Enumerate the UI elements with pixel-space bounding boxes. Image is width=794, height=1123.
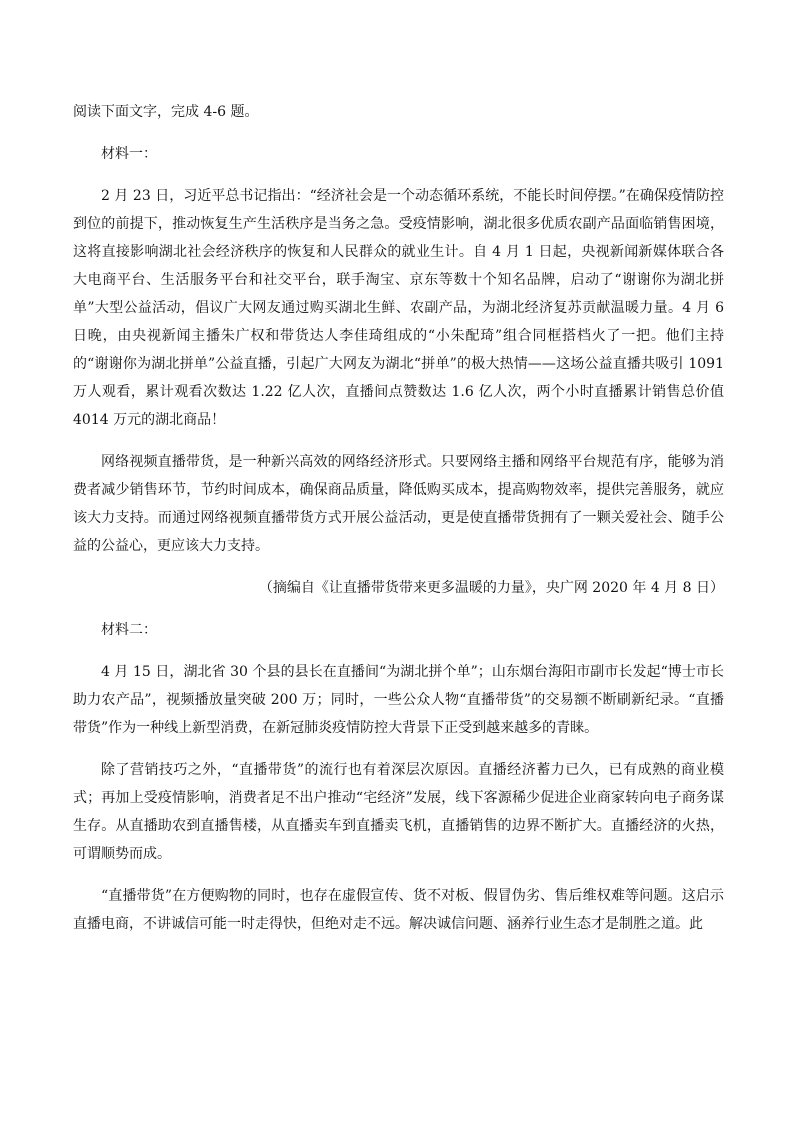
spacer bbox=[73, 602, 724, 616]
material2-paragraph-1: 4 月 15 日，湖北省 30 个县的县长在直播间“为湖北拼个单”；山东烟台海阳市副市长发起“博士市长助力农产品”，视频播放量突破 200 万；同时，一些公众人物“直播带货”的交易额不断刷新纪录。“直播带货”作为一种线上新型消费，在新冠肺炎疫情防控大背景下正受到越来越多的青睐。 bbox=[73, 664, 724, 736]
spacer bbox=[73, 168, 724, 182]
material1-source: （摘编自《让直播带货带来更多温暖的力量》，央广网 2020 年 4 月 8 日） bbox=[258, 580, 724, 596]
material2-paragraph-2: 除了营销技巧之外，“直播带货”的流行也有着深层次原因。直播经济蓄力已久，已有成熟的商业模式；再加上受疫情影响，消费者足不出户推动“宅经济”发展，线下客源稀少促进企业商家转向电子商务谋生存。从直播助农到直播售楼，从直播卖车到直播卖飞机，直播销售的边界不断扩大。直播经济的火热，可谓顺势而成。 bbox=[73, 762, 724, 862]
spacer bbox=[73, 434, 724, 448]
material2-paragraph-3: “直播带货”在方便购物的同时，也存在虚假宣传、货不对板、假冒伪劣、售后维权难等问题。这启示直播电商，不讲诚信可能一时走得快，但绝对走不远。解决诚信问题、涵养行业生态才是制胜之道。此 bbox=[73, 888, 724, 932]
intro-instruction: 阅读下面文字，完成 4-6 题。 bbox=[73, 104, 259, 120]
material1-paragraph-2: 网络视频直播带货，是一种新兴高效的网络经济形式。只要网络主播和网络平台规范有序，能够为消费者减少销售环节，节约时间成本，确保商品质量，降低购买成本，提高购物效率，提供完善服务，就应该大力支持。而通过网络视频直播带货方式开展公益活动，更是使直播带货拥有了一颗关爱社会、随手公益的公益心，更应该大力支持。 bbox=[73, 454, 724, 554]
document-page bbox=[73, 98, 724, 938]
material1-heading: 材料一： bbox=[101, 146, 157, 162]
spacer bbox=[73, 742, 724, 756]
spacer bbox=[73, 560, 724, 574]
material2-heading: 材料二： bbox=[101, 622, 157, 638]
spacer bbox=[73, 644, 724, 658]
spacer bbox=[73, 126, 724, 140]
spacer bbox=[73, 868, 724, 882]
material1-paragraph-1: 2 月 23 日，习近平总书记指出：“经济社会是一个动态循环系统，不能长时间停摆。”在确保疫情防控到位的前提下，推动恢复生产生活秩序是当务之急。受疫情影响，湖北很多优质农副产品面临销售困境，这将直接影响湖北社会经济秩序的恢复和人民群众的就业生计。自 4 月 1 日起，央视新闻新媒体联合各大电商平台、生活服务平台和社交平台，联手淘宝、京东等数十个知名品牌，启动了“谢谢你为湖北拼单”大型公益活动，倡议广大网友通过购买湖北生鲜、农副产品，为湖北经济复苏贡献温暖力量。4 月 6 日晚，由央视新闻主播朱广权和带货达人李佳琦组成的“小朱配琦”组合同框搭档火了一把。他们主持的“谢谢你为湖北拼单”公益直播，引起广大网友为湖北“拼单”的极大热情——这场公益直播共吸引 1091 万人观看，累计观看次数达 1.22 亿人次，直播间点赞数达 1.6 亿人次，两个小时直播累计销售总价值 4014 万元的湖北商品！ bbox=[73, 188, 724, 428]
